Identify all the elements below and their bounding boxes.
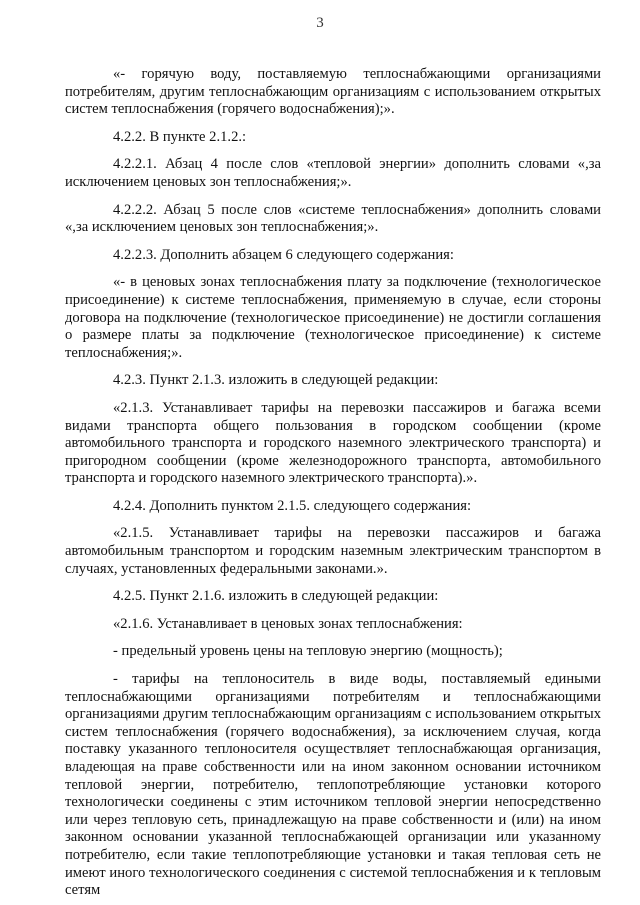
paragraph-4-2-2-2: 4.2.2.2. Абзац 5 после слов «системе теплоснабжения» дополнить словами «,за исключением ценовых зон теплоснабжения;».	[65, 201, 601, 236]
paragraph-connection-fee: «- в ценовых зонах теплоснабжения плату за подключение (технологическое присоединение) к системе теплоснабжения, применяемую в случае, если стороны договора на подключение (технологическое присоединение) не достигли соглашения о размере платы за подключение (технологическое присоединение) к системе теплоснабжения;».	[65, 274, 601, 361]
page-number: 3	[316, 15, 324, 31]
paragraph-4-2-5: 4.2.5. Пункт 2.1.6. изложить в следующей редакции:	[113, 588, 439, 605]
paragraph-2-1-5: «2.1.5. Устанавливает тарифы на перевозки пассажиров и багажа автомобильным транспортом и городским наземным электрическим транспортом в случаях, установленных федеральными законами.».	[65, 525, 601, 577]
paragraph-hot-water: «- горячую воду, поставляемую теплоснабжающими организациями потребителям, другим теплоснабжающим организациям с использованием открытых систем теплоснабжения (горячего водоснабжения);».	[65, 66, 601, 118]
paragraph-4-2-3: 4.2.3. Пункт 2.1.3. изложить в следующей редакции:	[113, 372, 439, 389]
paragraph-4-2-4: 4.2.4. Дополнить пунктом 2.1.5. следующего содержания:	[113, 497, 472, 514]
paragraph-coolant-tariffs: - тарифы на теплоноситель в виде воды, поставляемый едиными теплоснабжающими организациями потребителям и теплоснабжающими организациями другим теплоснабжающим организациям с использованием открытых систем теплоснабжения (горячего водоснабжения), за исключением случая, когда поставку указанного теплоносителя осуществляет теплоснабжающая организация, владеющая на праве собственности или на ином законном основании источником тепловой энергии, потребителю, теплопотребляющие установки которого технологически соединены с этим источником тепловой энергии непосредственно или через тепловую сеть, принадлежащую на праве собственности и (или) на ином законном основании указанной теплоснабжающей организации или указанному потребителю, если такие теплопотребляющие установки и такая тепловая сеть не имеют иного технологического соединения с системой теплоснабжения и к тепловым сетям	[65, 671, 601, 899]
paragraph-4-2-2: 4.2.2. В пункте 2.1.2.:	[113, 128, 247, 145]
paragraph-2-1-3: «2.1.3. Устанавливает тарифы на перевозки пассажиров и багажа всеми видами транспорта общего пользования в городском сообщении (кроме автомобильного транспорта и городского наземного электрического транспорта) и пригородном сообщении (кроме железнодорожного транспорта, автомобильного транспорта и городского наземного электрического транспорта).».	[65, 399, 601, 487]
document-body	[65, 66, 601, 900]
paragraph-4-2-2-3: 4.2.2.3. Дополнить абзацем 6 следующего содержания:	[113, 246, 454, 263]
paragraph-4-2-2-1: 4.2.2.1. Абзац 4 после слов «тепловой энергии» дополнить словами «,за исключением ценовых зон теплоснабжения;».	[65, 156, 601, 190]
paragraph-price-limit: - предельный уровень цены на тепловую энергию (мощность);	[113, 643, 503, 660]
paragraph-2-1-6: «2.1.6. Устанавливает в ценовых зонах теплоснабжения:	[113, 615, 463, 632]
